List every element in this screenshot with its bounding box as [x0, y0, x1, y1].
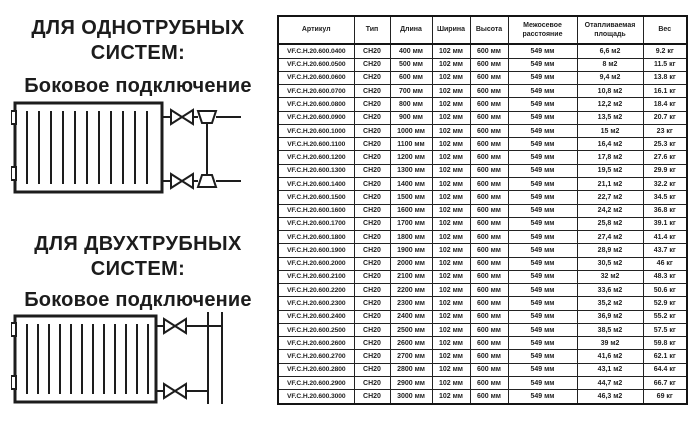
- table-cell: 102 мм: [432, 310, 470, 323]
- table-row: [278, 151, 687, 164]
- radiator-one-pipe-diagram: [11, 99, 243, 197]
- table-cell: CH20: [354, 310, 390, 323]
- table-cell: VF.C.H.20.600.1900: [278, 244, 354, 257]
- table-cell: 800 мм: [390, 98, 432, 111]
- table-cell: 102 мм: [432, 71, 470, 84]
- table-cell: 1200 мм: [390, 151, 432, 164]
- table-cell: VF.C.H.20.600.2400: [278, 310, 354, 323]
- table-cell: 549 мм: [508, 284, 577, 297]
- table-cell: VF.C.H.20.600.1100: [278, 138, 354, 151]
- table-cell: 102 мм: [432, 231, 470, 244]
- return-valve-icon: [156, 384, 208, 398]
- table-cell: CH20: [354, 390, 390, 404]
- table-cell: 2300 мм: [390, 297, 432, 310]
- table-row: [278, 138, 687, 151]
- table-cell: 549 мм: [508, 350, 577, 363]
- table-cell: 600 мм: [470, 217, 508, 230]
- table-cell: 62.1 кг: [643, 350, 687, 363]
- table-cell: 1300 мм: [390, 164, 432, 177]
- table-cell: 549 мм: [508, 297, 577, 310]
- spec-table-body: [278, 44, 687, 404]
- table-cell: 24,2 м2: [577, 204, 643, 217]
- table-cell: CH20: [354, 124, 390, 137]
- table-cell: 600 мм: [390, 71, 432, 84]
- table-cell: 1500 мм: [390, 191, 432, 204]
- table-cell: CH20: [354, 98, 390, 111]
- table-cell: CH20: [354, 363, 390, 376]
- table-cell: CH20: [354, 376, 390, 389]
- table-cell: 102 мм: [432, 98, 470, 111]
- table-cell: 600 мм: [470, 124, 508, 137]
- table-cell: 1000 мм: [390, 124, 432, 137]
- table-cell: VF.C.H.20.600.0500: [278, 58, 354, 71]
- spec-table-container: [277, 15, 686, 405]
- table-cell: 600 мм: [470, 390, 508, 404]
- table-cell: 549 мм: [508, 98, 577, 111]
- table-cell: 38,5 м2: [577, 323, 643, 336]
- table-cell: 549 мм: [508, 217, 577, 230]
- table-cell: 102 мм: [432, 337, 470, 350]
- table-cell: 102 мм: [432, 257, 470, 270]
- two-pipe-subtitle: Боковое подключение: [24, 289, 252, 311]
- col-header-heated-area: Отапливаемая площадь: [577, 16, 643, 44]
- table-cell: CH20: [354, 111, 390, 124]
- table-cell: 102 мм: [432, 350, 470, 363]
- table-cell: 1100 мм: [390, 138, 432, 151]
- table-cell: 600 мм: [470, 111, 508, 124]
- table-cell: 23 кг: [643, 124, 687, 137]
- table-cell: CH20: [354, 337, 390, 350]
- table-cell: 549 мм: [508, 124, 577, 137]
- table-row: [278, 270, 687, 283]
- table-cell: CH20: [354, 231, 390, 244]
- col-header-article: Артикул: [278, 16, 354, 44]
- table-cell: 32 м2: [577, 270, 643, 283]
- table-cell: 11.5 кг: [643, 58, 687, 71]
- table-cell: CH20: [354, 164, 390, 177]
- table-cell: VF.C.H.20.600.0600: [278, 71, 354, 84]
- table-cell: 52.9 кг: [643, 297, 687, 310]
- mounting-tab-icon: [11, 167, 16, 180]
- table-cell: 2200 мм: [390, 284, 432, 297]
- table-cell: 102 мм: [432, 204, 470, 217]
- table-cell: 2500 мм: [390, 323, 432, 336]
- table-cell: 102 мм: [432, 44, 470, 58]
- table-cell: 64.4 кг: [643, 363, 687, 376]
- mounting-tab-icon: [11, 323, 16, 336]
- table-cell: 10,8 м2: [577, 85, 643, 98]
- table-cell: 57.5 кг: [643, 323, 687, 336]
- table-cell: 102 мм: [432, 85, 470, 98]
- table-cell: 549 мм: [508, 58, 577, 71]
- table-cell: 600 мм: [470, 58, 508, 71]
- table-cell: 35,2 м2: [577, 297, 643, 310]
- table-cell: 2600 мм: [390, 337, 432, 350]
- table-cell: 549 мм: [508, 337, 577, 350]
- table-header-row: [278, 16, 687, 44]
- table-row: [278, 310, 687, 323]
- table-cell: 13.8 кг: [643, 71, 687, 84]
- supply-valve-icon: [156, 319, 222, 333]
- table-cell: VF.C.H.20.600.1600: [278, 204, 354, 217]
- table-cell: CH20: [354, 44, 390, 58]
- table-cell: 102 мм: [432, 217, 470, 230]
- table-cell: CH20: [354, 323, 390, 336]
- table-row: [278, 177, 687, 190]
- table-cell: 17,8 м2: [577, 151, 643, 164]
- table-cell: 102 мм: [432, 323, 470, 336]
- table-row: [278, 111, 687, 124]
- table-cell: 1400 мм: [390, 177, 432, 190]
- table-cell: VF.C.H.20.600.0900: [278, 111, 354, 124]
- table-cell: 34.5 кг: [643, 191, 687, 204]
- table-cell: 41.4 кг: [643, 231, 687, 244]
- table-cell: 549 мм: [508, 164, 577, 177]
- table-cell: 600 мм: [470, 350, 508, 363]
- table-cell: 2700 мм: [390, 350, 432, 363]
- table-cell: 600 мм: [470, 164, 508, 177]
- table-cell: 549 мм: [508, 204, 577, 217]
- table-cell: 55.2 кг: [643, 310, 687, 323]
- table-row: [278, 191, 687, 204]
- table-cell: 900 мм: [390, 111, 432, 124]
- table-cell: 69 кг: [643, 390, 687, 404]
- spec-table: [277, 15, 688, 405]
- table-cell: 549 мм: [508, 44, 577, 58]
- table-cell: 20.7 кг: [643, 111, 687, 124]
- table-row: [278, 204, 687, 217]
- table-row: [278, 323, 687, 336]
- table-cell: 16.1 кг: [643, 85, 687, 98]
- table-cell: 600 мм: [470, 257, 508, 270]
- col-header-length: Длина: [390, 16, 432, 44]
- col-header-weight: Вес: [643, 16, 687, 44]
- table-cell: CH20: [354, 244, 390, 257]
- table-cell: 33,6 м2: [577, 284, 643, 297]
- table-cell: 66.7 кг: [643, 376, 687, 389]
- table-cell: 43,1 м2: [577, 363, 643, 376]
- table-row: [278, 231, 687, 244]
- table-cell: 1800 мм: [390, 231, 432, 244]
- table-cell: 32.2 кг: [643, 177, 687, 190]
- table-cell: 46 кг: [643, 257, 687, 270]
- table-cell: 25,8 м2: [577, 217, 643, 230]
- table-row: [278, 44, 687, 58]
- table-cell: VF.C.H.20.600.1000: [278, 124, 354, 137]
- table-cell: 2800 мм: [390, 363, 432, 376]
- two-pipe-title-line2: СИСТЕМ:: [90, 258, 186, 280]
- one-pipe-section-title: [0, 16, 276, 66]
- table-cell: VF.C.H.20.600.2700: [278, 350, 354, 363]
- table-cell: CH20: [354, 270, 390, 283]
- table-cell: VF.C.H.20.600.2500: [278, 323, 354, 336]
- table-cell: 102 мм: [432, 270, 470, 283]
- table-cell: 102 мм: [432, 376, 470, 389]
- table-cell: 549 мм: [508, 138, 577, 151]
- table-cell: 2900 мм: [390, 376, 432, 389]
- table-cell: 549 мм: [508, 231, 577, 244]
- table-row: [278, 376, 687, 389]
- table-cell: 29.9 кг: [643, 164, 687, 177]
- table-row: [278, 124, 687, 137]
- radiator-fins: [27, 111, 147, 184]
- table-cell: 600 мм: [470, 337, 508, 350]
- table-cell: 39 м2: [577, 337, 643, 350]
- table-cell: VF.C.H.20.600.0700: [278, 85, 354, 98]
- table-cell: CH20: [354, 284, 390, 297]
- table-row: [278, 284, 687, 297]
- table-cell: VF.C.H.20.600.2600: [278, 337, 354, 350]
- table-cell: CH20: [354, 350, 390, 363]
- table-cell: 12,2 м2: [577, 98, 643, 111]
- table-cell: 600 мм: [470, 85, 508, 98]
- table-cell: VF.C.H.20.600.2900: [278, 376, 354, 389]
- table-cell: 1700 мм: [390, 217, 432, 230]
- table-cell: 549 мм: [508, 244, 577, 257]
- connection-schemes-panel: [0, 0, 276, 421]
- table-cell: 102 мм: [432, 363, 470, 376]
- table-cell: 36.8 кг: [643, 204, 687, 217]
- table-cell: VF.C.H.20.600.0400: [278, 44, 354, 58]
- radiator-fins: [27, 324, 148, 394]
- table-cell: CH20: [354, 191, 390, 204]
- table-cell: 27.6 кг: [643, 151, 687, 164]
- table-cell: 549 мм: [508, 363, 577, 376]
- table-cell: VF.C.H.20.600.2200: [278, 284, 354, 297]
- mounting-tab-icon: [11, 376, 16, 389]
- table-cell: VF.C.H.20.600.1800: [278, 231, 354, 244]
- table-cell: 102 мм: [432, 124, 470, 137]
- table-cell: 36,9 м2: [577, 310, 643, 323]
- table-cell: CH20: [354, 58, 390, 71]
- table-row: [278, 390, 687, 404]
- table-cell: 16,4 м2: [577, 138, 643, 151]
- table-row: [278, 297, 687, 310]
- table-cell: 13,5 м2: [577, 111, 643, 124]
- table-cell: 9,4 м2: [577, 71, 643, 84]
- table-cell: 2000 мм: [390, 257, 432, 270]
- mounting-tab-icon: [11, 111, 16, 124]
- table-cell: CH20: [354, 138, 390, 151]
- table-row: [278, 350, 687, 363]
- table-cell: 600 мм: [470, 270, 508, 283]
- table-row: [278, 244, 687, 257]
- table-cell: CH20: [354, 257, 390, 270]
- table-cell: 549 мм: [508, 390, 577, 404]
- table-cell: 15 м2: [577, 124, 643, 137]
- table-cell: 549 мм: [508, 270, 577, 283]
- table-cell: 41,6 м2: [577, 350, 643, 363]
- table-cell: 102 мм: [432, 138, 470, 151]
- table-cell: 102 мм: [432, 244, 470, 257]
- table-cell: 48.3 кг: [643, 270, 687, 283]
- table-cell: 600 мм: [470, 151, 508, 164]
- table-cell: VF.C.H.20.600.0800: [278, 98, 354, 111]
- table-cell: 3000 мм: [390, 390, 432, 404]
- table-cell: 2400 мм: [390, 310, 432, 323]
- table-cell: CH20: [354, 204, 390, 217]
- table-cell: 400 мм: [390, 44, 432, 58]
- table-cell: 30,5 м2: [577, 257, 643, 270]
- table-cell: 549 мм: [508, 85, 577, 98]
- table-cell: 549 мм: [508, 191, 577, 204]
- table-cell: 102 мм: [432, 177, 470, 190]
- table-cell: CH20: [354, 71, 390, 84]
- table-cell: VF.C.H.20.600.1700: [278, 217, 354, 230]
- table-cell: 102 мм: [432, 390, 470, 404]
- table-cell: 22,7 м2: [577, 191, 643, 204]
- table-cell: 600 мм: [470, 284, 508, 297]
- table-cell: 44,7 м2: [577, 376, 643, 389]
- table-cell: 102 мм: [432, 151, 470, 164]
- table-cell: 600 мм: [470, 98, 508, 111]
- table-row: [278, 217, 687, 230]
- one-pipe-title-line1: ДЛЯ ОДНОТРУБНЫХ: [31, 17, 245, 39]
- col-header-axis-distance: Межосевое расстояние: [508, 16, 577, 44]
- col-header-width: Ширина: [432, 16, 470, 44]
- table-cell: CH20: [354, 217, 390, 230]
- table-cell: 549 мм: [508, 376, 577, 389]
- table-cell: 59.8 кг: [643, 337, 687, 350]
- table-cell: 549 мм: [508, 151, 577, 164]
- table-cell: 1900 мм: [390, 244, 432, 257]
- table-cell: 600 мм: [470, 177, 508, 190]
- table-row: [278, 363, 687, 376]
- table-cell: 549 мм: [508, 71, 577, 84]
- table-cell: 600 мм: [470, 138, 508, 151]
- table-cell: 549 мм: [508, 111, 577, 124]
- table-cell: 46,3 м2: [577, 390, 643, 404]
- table-cell: 39.1 кг: [643, 217, 687, 230]
- table-cell: 600 мм: [470, 231, 508, 244]
- table-row: [278, 71, 687, 84]
- table-row: [278, 257, 687, 270]
- table-cell: VF.C.H.20.600.2000: [278, 257, 354, 270]
- table-cell: 700 мм: [390, 85, 432, 98]
- table-cell: 102 мм: [432, 284, 470, 297]
- table-cell: 9.2 кг: [643, 44, 687, 58]
- table-cell: 549 мм: [508, 177, 577, 190]
- table-row: [278, 164, 687, 177]
- one-pipe-title-line2: СИСТЕМ:: [90, 42, 186, 64]
- table-cell: VF.C.H.20.600.1500: [278, 191, 354, 204]
- table-cell: VF.C.H.20.600.2100: [278, 270, 354, 283]
- table-cell: 1600 мм: [390, 204, 432, 217]
- table-cell: 2100 мм: [390, 270, 432, 283]
- table-cell: VF.C.H.20.600.2800: [278, 363, 354, 376]
- table-cell: 8 м2: [577, 58, 643, 71]
- table-cell: 600 мм: [470, 44, 508, 58]
- table-cell: 102 мм: [432, 164, 470, 177]
- table-row: [278, 85, 687, 98]
- table-cell: 50.6 кг: [643, 284, 687, 297]
- table-cell: 600 мм: [470, 297, 508, 310]
- table-cell: CH20: [354, 85, 390, 98]
- table-row: [278, 58, 687, 71]
- table-cell: VF.C.H.20.600.3000: [278, 390, 354, 404]
- table-cell: 600 мм: [470, 363, 508, 376]
- table-cell: 102 мм: [432, 58, 470, 71]
- radiator-body: [15, 103, 162, 192]
- table-cell: 102 мм: [432, 111, 470, 124]
- table-cell: VF.C.H.20.600.1200: [278, 151, 354, 164]
- table-cell: 600 мм: [470, 310, 508, 323]
- table-row: [278, 98, 687, 111]
- supply-valve-icon: [162, 110, 241, 124]
- table-cell: 43.7 кг: [643, 244, 687, 257]
- table-cell: 18.4 кг: [643, 98, 687, 111]
- table-cell: 102 мм: [432, 297, 470, 310]
- table-cell: 600 мм: [470, 376, 508, 389]
- table-cell: 19,5 м2: [577, 164, 643, 177]
- table-cell: 549 мм: [508, 257, 577, 270]
- two-pipe-section-title: [0, 232, 276, 282]
- table-cell: 600 мм: [470, 71, 508, 84]
- table-cell: 600 мм: [470, 204, 508, 217]
- radiator-body: [15, 316, 156, 402]
- table-row: [278, 337, 687, 350]
- table-cell: CH20: [354, 297, 390, 310]
- table-cell: 28,9 м2: [577, 244, 643, 257]
- table-cell: 27,4 м2: [577, 231, 643, 244]
- col-header-height: Высота: [470, 16, 508, 44]
- table-cell: VF.C.H.20.600.1400: [278, 177, 354, 190]
- table-cell: 600 мм: [470, 191, 508, 204]
- table-cell: 549 мм: [508, 310, 577, 323]
- table-cell: 600 мм: [470, 323, 508, 336]
- table-cell: 600 мм: [470, 244, 508, 257]
- return-valve-icon: [162, 174, 241, 188]
- table-cell: 25.3 кг: [643, 138, 687, 151]
- table-cell: 6,6 м2: [577, 44, 643, 58]
- col-header-type: Тип: [354, 16, 390, 44]
- table-cell: VF.C.H.20.600.1300: [278, 164, 354, 177]
- one-pipe-subtitle: Боковое подключение: [24, 75, 252, 97]
- table-cell: CH20: [354, 177, 390, 190]
- radiator-two-pipe-diagram: [11, 312, 243, 408]
- table-cell: CH20: [354, 151, 390, 164]
- table-cell: 549 мм: [508, 323, 577, 336]
- two-pipe-title-line1: ДЛЯ ДВУХТРУБНЫХ: [34, 233, 242, 255]
- table-cell: 500 мм: [390, 58, 432, 71]
- table-cell: VF.C.H.20.600.2300: [278, 297, 354, 310]
- table-cell: 102 мм: [432, 191, 470, 204]
- table-cell: 21,1 м2: [577, 177, 643, 190]
